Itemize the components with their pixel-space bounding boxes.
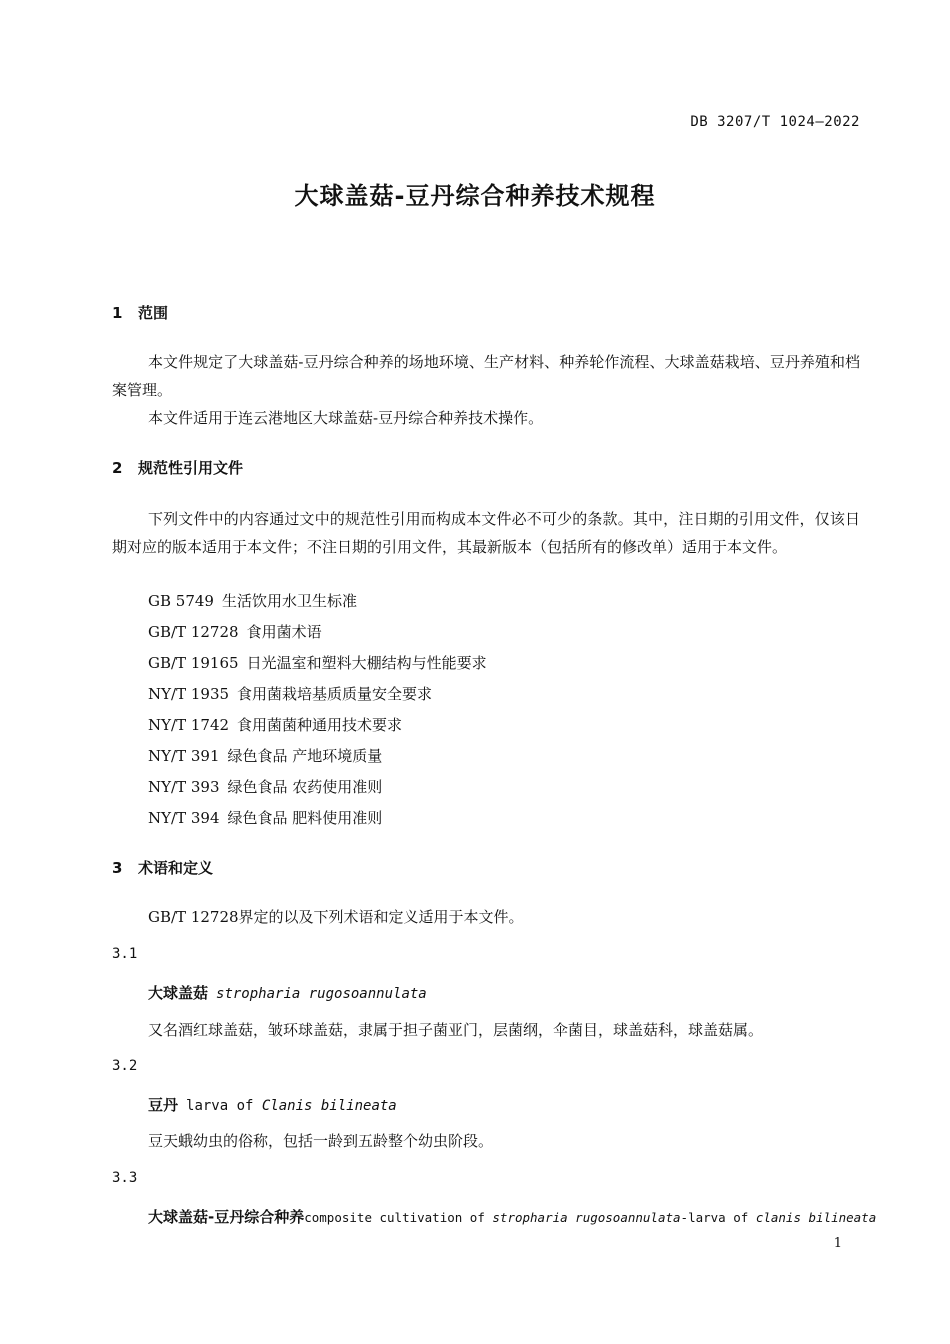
- section-title: 范围: [138, 304, 169, 322]
- section-3-heading: [112, 857, 213, 878]
- document-title: 大球盖菇-豆丹综合种养技术规程: [294, 182, 656, 210]
- clause-number: 3.3: [112, 1170, 138, 1186]
- reference-item: GB/T 12728 食用菌术语: [148, 623, 322, 641]
- page-number: 1: [833, 1236, 842, 1251]
- section-number: 2: [112, 459, 123, 477]
- scope-paragraph-2: 本文件适用于连云港地区大球盖菇-豆丹综合种养技术操作。: [148, 409, 544, 427]
- term-en: stropharia rugosoannulata: [216, 986, 427, 1002]
- standard-code: DB 3207/T 1024—2022: [690, 114, 860, 130]
- term-definition: 又名酒红球盖菇，皱环球盖菇，隶属于担子菌亚门，层菌纲，伞菌目，球盖菇科，球盖菇属。: [148, 1021, 764, 1039]
- reference-item: NY/T 394 绿色食品 肥料使用准则: [148, 809, 383, 827]
- term-heading: [148, 1206, 876, 1227]
- scope-paragraph-1: 本文件规定了大球盖菇-豆丹综合种养的场地环境、生产材料、种养轮作流程、大球盖菇栽培、豆丹养殖和档案管理。: [112, 353, 860, 399]
- clause-number: 3.1: [112, 946, 138, 962]
- terms-intro: GB/T 12728界定的以及下列术语和定义适用于本文件。: [148, 908, 524, 926]
- references-intro: 下列文件中的内容通过文中的规范性引用而构成本文件必不可少的条款。其中，注日期的引用文件，仅该日期对应的版本适用于本文件；不注日期的引用文件，其最新版本（包括所有的修改单）适用于本文件。: [112, 510, 860, 556]
- term-zh: 豆丹: [148, 1096, 179, 1114]
- term-en: larva of Clanis bilineata: [186, 1098, 397, 1114]
- reference-item: GB 5749 生活饮用水卫生标准: [148, 592, 357, 610]
- term-heading: [148, 1094, 397, 1115]
- reference-item: NY/T 391 绿色食品 产地环境质量: [148, 747, 383, 765]
- term-zh: 大球盖菇-豆丹综合种养: [148, 1208, 305, 1226]
- section-1-heading: [112, 302, 168, 323]
- reference-item: NY/T 393 绿色食品 农药使用准则: [148, 778, 383, 796]
- reference-item: NY/T 1742 食用菌菌种通用技术要求: [148, 716, 403, 734]
- term-en: composite cultivation of stropharia rugosoannulata-larva of clanis bilineata: [304, 1210, 877, 1225]
- section-number: 3: [112, 859, 123, 877]
- section-number: 1: [112, 304, 123, 322]
- section-title: 术语和定义: [138, 859, 214, 877]
- reference-item: NY/T 1935 食用菌栽培基质质量安全要求: [148, 685, 433, 703]
- term-heading: [148, 982, 427, 1003]
- section-title: 规范性引用文件: [138, 459, 244, 477]
- term-zh: 大球盖菇: [148, 984, 209, 1002]
- section-2-heading: [112, 457, 243, 478]
- clause-number: 3.2: [112, 1058, 138, 1074]
- reference-item: GB/T 19165 日光温室和塑料大棚结构与性能要求: [148, 654, 487, 672]
- term-definition: 豆天蛾幼虫的俗称，包括一龄到五龄整个幼虫阶段。: [148, 1132, 494, 1150]
